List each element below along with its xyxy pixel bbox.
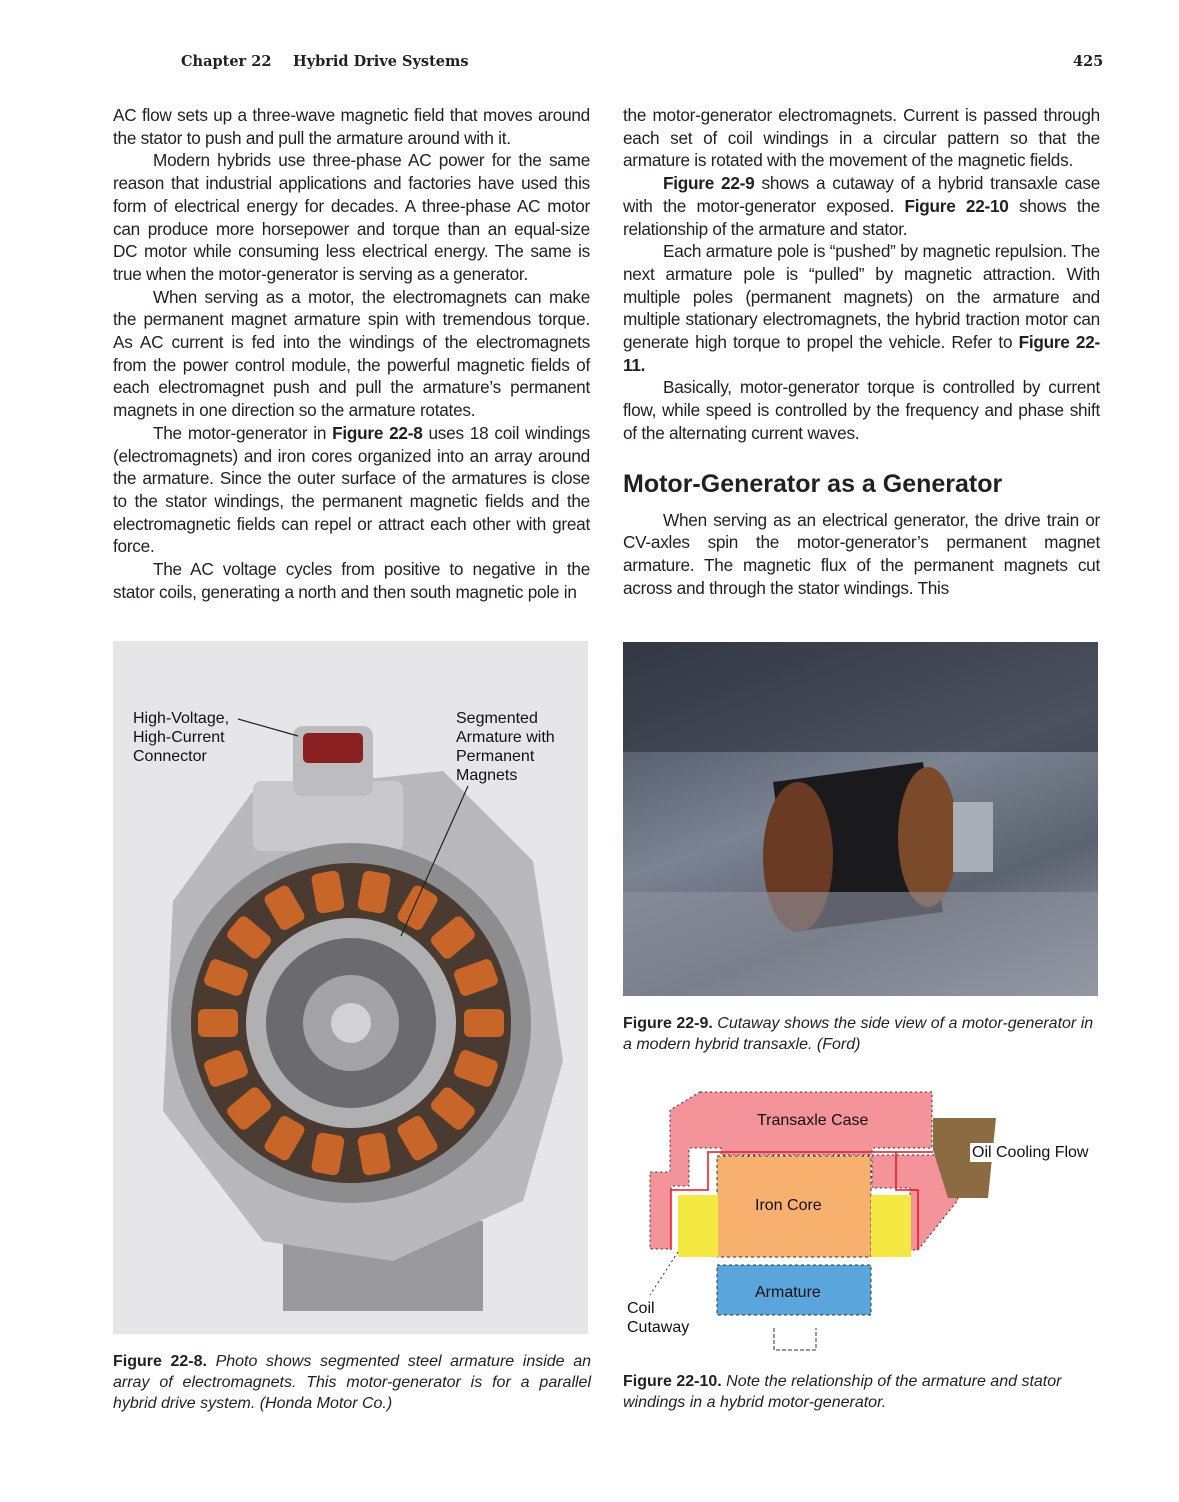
paragraph: AC flow sets up a three-wave magnetic field that moves around the stator to push and pull the armature around with it. bbox=[113, 105, 590, 148]
caption-number: Figure 22-10. bbox=[623, 1373, 722, 1390]
caption-number: Figure 22-8. bbox=[113, 1353, 207, 1370]
figure-22-8-photo bbox=[113, 641, 588, 1334]
text: Each armature pole is “pushed” by magnetic repulsion. The next armature pole is “pulled” by magnetic attraction. With multiple poles (permanent magnets) on the armature and multiple stationary electromagnets, the hybrid traction motor can generate high torque to propel the vehicle. Refer to bbox=[623, 241, 1100, 353]
paragraph: Basically, motor-generator torque is controlled by current flow, while speed is controlled by the frequency and phase shift of the alternating current waves. bbox=[623, 377, 1100, 443]
armature-label: Armature bbox=[755, 1284, 821, 1301]
paragraph: When serving as a motor, the electromagnets can make the permanent magnet armature spin with tremendous torque. As AC current is fed into the windings of the electromagnets from the power control module, the powerful magnetic fields of each electromagnet push and pull the armature’s permanent magnets in one direction so the armature rotates. bbox=[113, 286, 590, 421]
figure-reference: Figure 22-11. bbox=[623, 332, 1101, 375]
caption-text: Cutaway shows the side view of a motor-generator in a modern hybrid transaxle. (Ford) bbox=[623, 1015, 1094, 1053]
paragraph: When serving as an electrical generator, the drive train or CV-axles spin the motor-generator’s permanent magnet armature. The magnetic flux of the permanent magnets cut across and through the stator windings. This bbox=[623, 509, 1100, 598]
figure-reference: Figure 22-8 bbox=[332, 422, 423, 443]
paragraph: The AC voltage cycles from positive to negative in the stator coils, generating a north and then south magnetic pole in bbox=[113, 559, 590, 602]
paragraph bbox=[623, 240, 1100, 376]
paragraph bbox=[623, 172, 1100, 240]
caption-text: Photo shows segmented steel armature inside an array of electromagnets. This motor-generator is for a parallel hybrid drive system. (Honda Motor Co.) bbox=[113, 1353, 591, 1412]
oil-cooling-flow-label: Oil Cooling Flow bbox=[972, 1144, 1089, 1161]
text: shows a cutaway of a hybrid transaxle case with the motor-generator exposed. bbox=[623, 173, 1100, 216]
armature-label: Segmented Armature with Permanent Magnets bbox=[456, 710, 555, 784]
stator-coil bbox=[198, 1009, 238, 1037]
section-heading: Motor-Generator as a Generator bbox=[623, 469, 1003, 498]
figure-22-10-diagram bbox=[620, 1080, 1110, 1360]
paragraph bbox=[113, 422, 590, 558]
iron-core-label: Iron Core bbox=[755, 1197, 822, 1214]
chapter-number: Chapter 22 bbox=[181, 53, 272, 70]
text: uses 18 coil windings (electromagnets) and iron cores organized into an array around the armature. Since the outer surface of the armatures is close to the stator windings, the permanent magnetic fields and the electromagnetic fields can repel or attract each other with great force. bbox=[113, 422, 590, 557]
figure-reference: Figure 22-10 bbox=[904, 195, 1009, 216]
transaxle-cutaway-photo bbox=[623, 642, 1098, 996]
right-column bbox=[623, 104, 1100, 599]
stator-coil bbox=[464, 1009, 504, 1037]
figure-reference: Figure 22-9 bbox=[663, 173, 755, 194]
figure-22-10-caption bbox=[623, 1371, 1103, 1413]
figure-22-9-photo bbox=[623, 642, 1098, 996]
connector-label: High-Voltage, High-Current Connector bbox=[133, 710, 230, 765]
paragraph: the motor-generator electromagnets. Current is passed through each set of coil windings in a circular pattern so that the armature is rotated with the movement of the magnetic fields. bbox=[623, 105, 1100, 171]
caption-text: Note the relationship of the armature and stator windings in a hybrid motor-generator. bbox=[623, 1373, 1062, 1411]
page-number: 425 bbox=[1073, 53, 1104, 70]
figure-22-8-caption bbox=[113, 1351, 591, 1414]
paragraph: Modern hybrids use three-phase AC power for the same reason that industrial applications and factories have used this form of electrical energy for decades. A three-phase AC motor can produce more horsepower and torque than an equal-size DC motor while consuming less electrical energy. The same is true when the motor-generator is serving as a generator. bbox=[113, 150, 590, 284]
text: shows the relationship of the armature and stator. bbox=[623, 195, 1100, 239]
transaxle-case-label: Transaxle Case bbox=[757, 1112, 869, 1129]
chapter-title: Hybrid Drive Systems bbox=[293, 53, 469, 70]
coil-cutaway-label: Coil Cutaway bbox=[627, 1300, 690, 1336]
left-column bbox=[113, 104, 590, 603]
figure-22-9-caption bbox=[623, 1013, 1103, 1055]
caption-number: Figure 22-9. bbox=[623, 1015, 713, 1032]
text: The motor-generator in bbox=[153, 422, 333, 443]
